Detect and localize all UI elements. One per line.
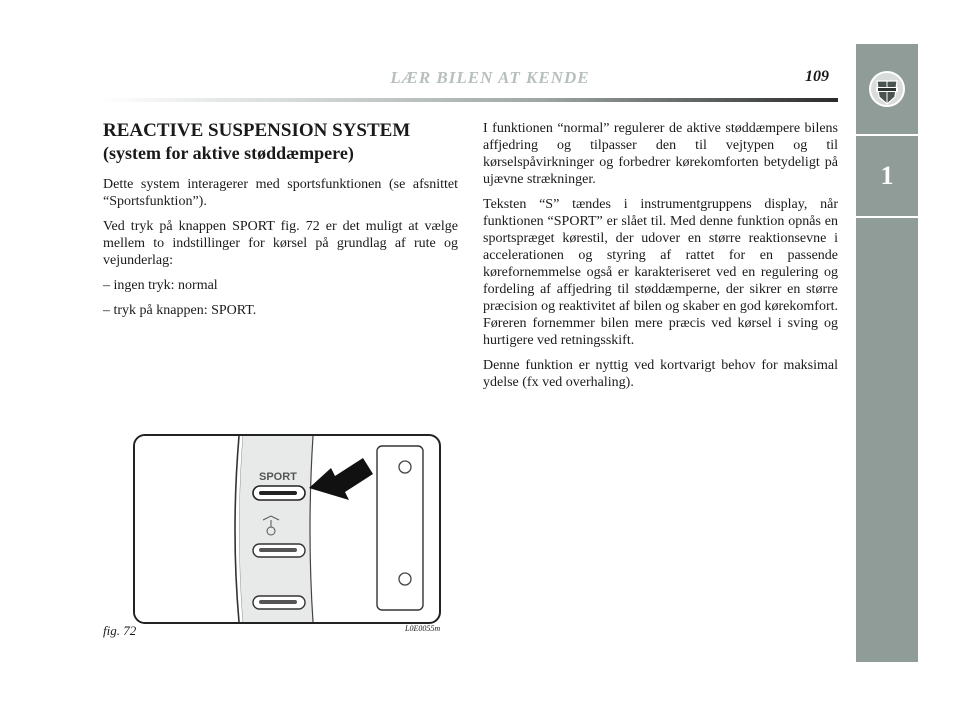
chapter-tab — [856, 134, 918, 218]
paragraph: Ved tryk på knappen SPORT fig. 72 er det muligt at vælge mellem to indstillinger for kørsel på grundlag af rute og vejunderlag: — [103, 219, 458, 268]
list-item: – tryk på knappen: SPORT. — [103, 303, 257, 318]
chapter-sidebar — [856, 44, 918, 662]
right-column — [483, 120, 838, 399]
section-title: REACTIVE SUSPENSION SYSTEM — [103, 120, 411, 141]
figure-code: L0E0055m — [405, 624, 441, 633]
chapter-number: 1 — [880, 161, 894, 190]
list-item: – ingen tryk: normal — [103, 278, 218, 293]
sport-label: SPORT — [259, 471, 297, 483]
lancia-shield-icon — [868, 69, 906, 109]
sport-button-illustration — [135, 436, 439, 622]
figure-label: fig. 72 — [103, 623, 137, 638]
section-subtitle — [103, 142, 458, 164]
paragraph: Denne funktion er nyttig ved kortvarigt behov for maksimal ydelse (fx ved overhaling). — [483, 358, 838, 390]
subtitle-paren-open: ( — [103, 143, 109, 163]
subtitle-paren-close: ) — [347, 143, 354, 163]
subtitle-text: system for aktive støddæmpere — [109, 143, 348, 163]
left-column — [103, 120, 458, 327]
paragraph: Dette system interagerer med sportsfunktionen (se afsnittet “Sportsfunktion”). — [103, 177, 458, 209]
page-number: 109 — [805, 68, 829, 85]
header-rule — [100, 98, 838, 102]
arrow-pointer-icon — [309, 458, 373, 500]
logo-tab — [856, 44, 918, 134]
paragraph: I funktionen “normal” regulerer de aktive støddæmpere bilens affjedring og tilpasser den til vejtypen og til kørselspåvirkninger og forbedrer kørekomforten betydeligt på ujævne strækninger. — [483, 121, 838, 187]
running-header: LÆR BILEN AT KENDE — [390, 68, 590, 87]
figure-72 — [133, 434, 441, 624]
paragraph: Teksten “S” tændes i instrumentgruppens display, når funktionen “SPORT” er slået til. Med denne funktion opnås en sportspræget kørestil, der udover en større reaktionsevne i accelerationen og styring af rattet for en passende kørefornemmelse også er karakteriseret ved en regulering og fordeling af affjedring til støddæmperne, der sikrer en større præcision og reaktivitet af bilen og skaber en god kørekomfort. Føreren fornemmer bilen mere præcis ved kørsel i sving og hurtigere ved retningsskift. — [483, 197, 838, 348]
